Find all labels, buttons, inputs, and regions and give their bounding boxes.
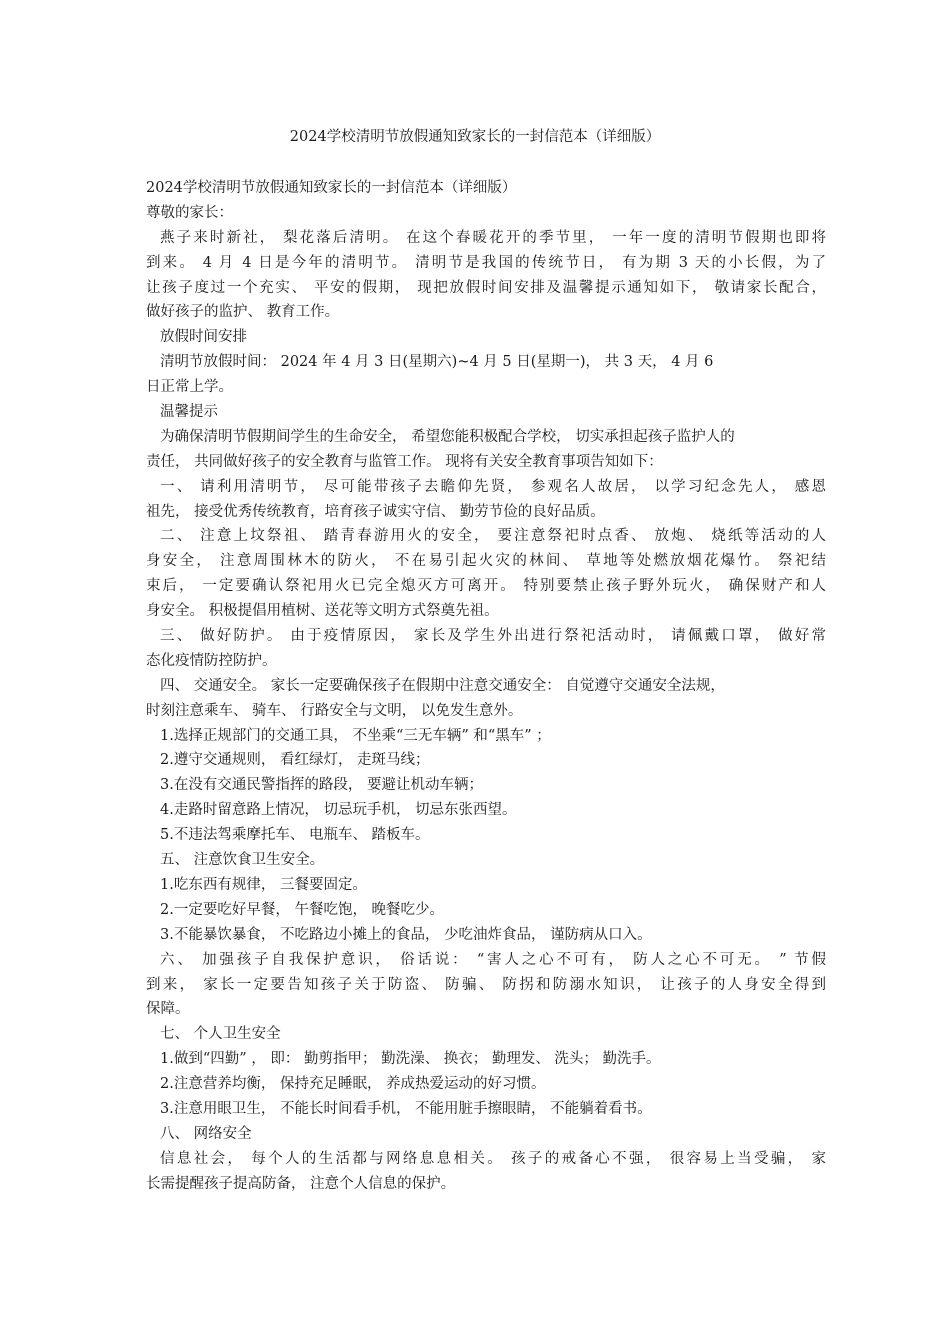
list-item: 3.注意用眼卫生， 不能长时间看手机， 不能用脏手擦眼睛， 不能躺着看书。 (160, 1100, 652, 1117)
text-line: 责任， 共同做好孩子的安全教育与监管工作。 现将有关安全教育事项告知如下： (146, 453, 663, 470)
list-item: 1.选择正规部门的交通工具， 不坐乘“三无车辆” 和“黑车” ； (160, 727, 551, 744)
text-line: 时刻注意乘车、 骑车、 行路安全与文明， 以免发生意外。 (146, 702, 523, 719)
section-heading: 放假时间安排 (160, 329, 247, 346)
text-line: 态化疫情防控防护。 (146, 652, 277, 669)
document-title: 2024学校清明节放假通知致家长的一封信范本（详细版） (289, 129, 661, 145)
section-heading: 七、 个人卫生安全 (160, 1026, 281, 1043)
list-item: 5.不违法驾乘摩托车、 电瓶车、 踏板车。 (160, 827, 430, 844)
list-item: 3.不能暴饮暴食， 不吃路边小摊上的食品， 少吃油炸食品， 谨防病从口入。 (160, 926, 652, 943)
list-item: 2.一定要吃好早餐， 午餐吃饱， 晚餐吃少。 (160, 901, 445, 918)
section-heading: 温馨提示 (160, 404, 218, 421)
list-item: 2.遵守交通规则， 看红绿灯， 走斑马线； (160, 752, 430, 769)
text-line: 做好孩子的监护、 教育工作。 (146, 304, 340, 321)
text-line: 一、 请利用清明节， 尽可能带孩子去瞻仰先贤， 参观名人故居， 以学习纪念先人， 感恩 (160, 478, 826, 495)
text-line: 保障。 (146, 1001, 190, 1018)
text-line: 日正常上学。 (146, 379, 233, 396)
text-line: 让孩子度过一个充实、 平安的假期， 现把放假时间安排及温馨提示通知如下， 敬请家长配合， (146, 279, 826, 296)
text-line: 身安全。 积极提倡用植树、送花等文明方式祭奠先祖。 (146, 603, 499, 620)
text-line: 束后， 一定要确认祭祀用火已完全熄灭方可离开。 特别要禁止孩子野外玩火， 确保财产和人 (146, 578, 826, 595)
letter-heading: 2024学校清明节放假通知致家长的一封信范本（详细版） (146, 180, 517, 196)
text-line: 四、 交通安全。 家长一定要确保孩子在假期中注意交通安全： 自觉遵守交通安全法规， (160, 677, 725, 694)
list-item: 1.做到“四勤” ， 即： 勤剪指甲； 勤洗澡、 换衣； 勤理发、 洗头； 勤洗手。 (160, 1051, 661, 1068)
section-heading: 八、 网络安全 (160, 1125, 252, 1142)
letter-body (146, 176, 826, 1197)
text-line: 长需提醒孩子提高防备， 注意个人信息的保护。 (146, 1175, 456, 1192)
list-item: 4.走路时留意路上情况， 切忌玩手机， 切忌东张西望。 (160, 802, 517, 819)
text-line: 身安全， 注意周围林木的防火， 不在易引起火灾的林间、 草地等处燃放烟花爆竹。 祭祀结 (146, 553, 826, 570)
list-item: 3.在没有交通民警指挥的路段， 要避让机动车辆； (160, 777, 483, 794)
list-item: 1.吃东西有规律， 三餐要固定。 (160, 876, 367, 893)
list-item: 2.注意营养均衡， 保持充足睡眠， 养成热爱运动的好习惯。 (160, 1076, 546, 1093)
text-line: 六、 加强孩子自我保护意识， 俗话说： “害人之心不可有， 防人之心不可无。 ” 节假 (160, 951, 826, 968)
text-line: 为确保清明节假期间学生的生命安全， 希望您能积极配合学校， 切实承担起孩子监护人的 (160, 428, 735, 445)
text-line: 祖先， 接受优秀传统教育，培育孩子诚实守信、 勤劳节俭的良好品质。 (146, 503, 605, 520)
text-line: 清明节放假时间： 2024 年 4 月 3 日(星期六)~4 月 5 日(星期一)， 共 3 天， 4 月 6 (160, 354, 714, 371)
text-line: 信息社会， 每个人的生活都与网络息息相关。 孩子的戒备心不强， 很容易上当受骗， 家 (160, 1150, 826, 1167)
section-heading: 五、 注意饮食卫生安全。 (160, 852, 325, 869)
text-line: 三、 做好防护。 由于疫情原因， 家长及学生外出进行祭祀活动时， 请佩戴口罩， 做好常 (160, 628, 826, 645)
text-line: 到来。 4 月 4 日是今年的清明节。 清明节是我国的传统节日， 有为期 3 天的小长假，为了 (146, 254, 826, 271)
text-line: 到来， 家长一定要告知孩子关于防盗、 防骗、 防拐和防溺水知识， 让孩子的人身安全得到 (146, 976, 826, 993)
salutation: 尊敬的家长： (146, 204, 233, 221)
text-line: 燕子来时新社， 梨花落后清明。 在这个春暖花开的季节里， 一年一度的清明节假期也即将 (160, 229, 826, 246)
text-line: 二、 注意上坟祭祖、 踏青春游用火的安全， 要注意祭祀时点香、 放炮、 烧纸等活动的人 (160, 528, 826, 545)
